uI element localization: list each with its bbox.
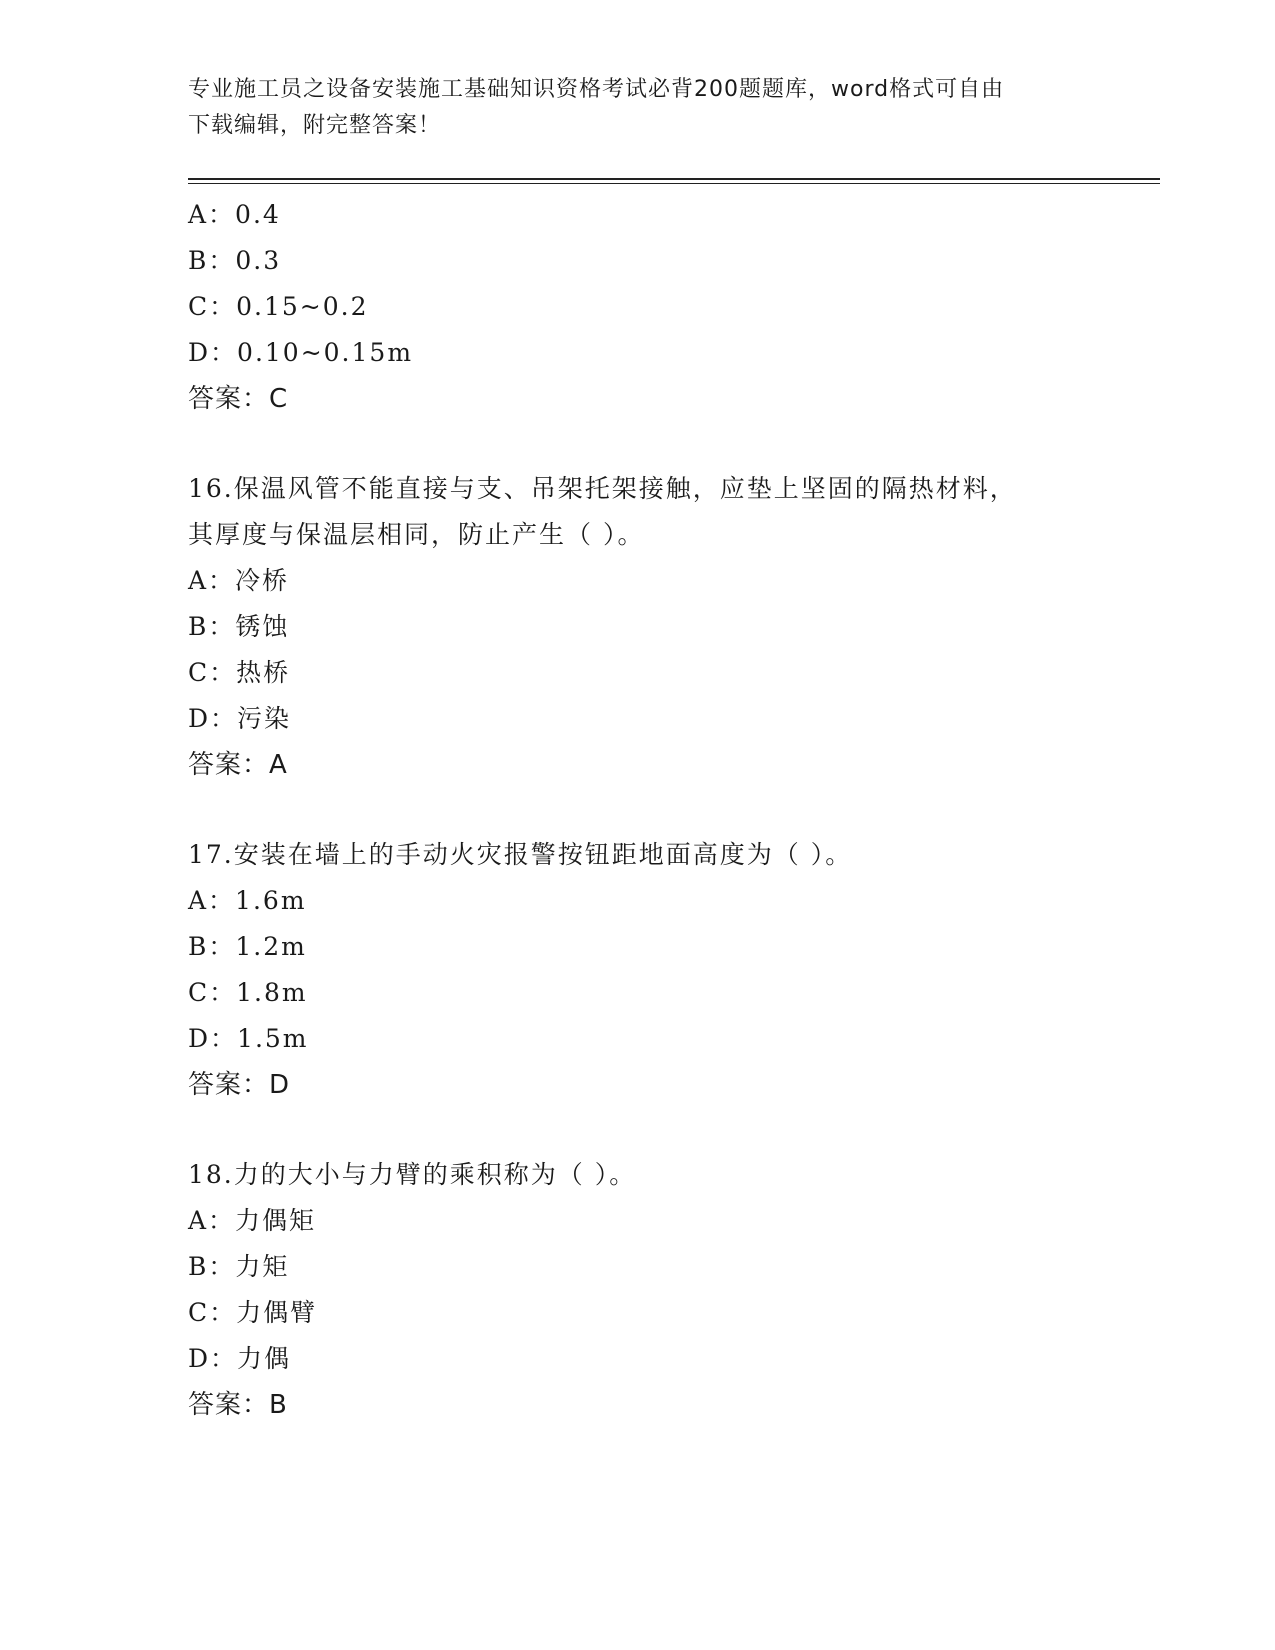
option-a: A：0.4: [188, 200, 281, 229]
answer-line: 答案：A: [188, 750, 288, 780]
spacer: [188, 788, 1088, 832]
question-18: [188, 1152, 1088, 1428]
option-d: D：1.5m: [188, 1024, 309, 1053]
option-b: B：力矩: [188, 1252, 290, 1281]
option-d: D：0.10~0.15m: [188, 338, 414, 367]
option-c: C：力偶臂: [188, 1298, 318, 1327]
question-stem: 17.安装在墙上的手动火灾报警按钮距地面高度为（ ）。: [188, 840, 853, 869]
header-line-2: 下载编辑，附完整答案！: [188, 113, 442, 138]
question-17: [188, 832, 1088, 1108]
question-list: [188, 192, 1088, 1428]
option-c: C：热桥: [188, 658, 291, 687]
option-d: D：污染: [188, 704, 292, 733]
option-b: B：锈蚀: [188, 612, 290, 641]
header-rule-thin: [188, 183, 1160, 184]
document-header: [188, 72, 1068, 144]
option-c: C：1.8m: [188, 978, 308, 1007]
option-a: A：冷桥: [188, 566, 290, 595]
header-line-1: 专业施工员之设备安装施工基础知识资格考试必背200题题库，word格式可自由: [188, 77, 1005, 102]
spacer: [188, 1108, 1088, 1152]
spacer: [188, 422, 1088, 466]
option-b: B：0.3: [188, 246, 282, 275]
question-16: [188, 466, 1088, 788]
option-d: D：力偶: [188, 1344, 292, 1373]
question-stem-continued: 其厚度与保温层相同，防止产生（ ）。: [188, 520, 645, 549]
header-rule-thick: [188, 178, 1160, 180]
question-stem: 16.保温风管不能直接与支、吊架托架接触，应垫上坚固的隔热材料，: [188, 474, 1017, 503]
option-a: A：1.6m: [188, 886, 307, 915]
answer-line: 答案：D: [188, 1070, 291, 1100]
answer-line: 答案：B: [188, 1390, 288, 1420]
answer-line: 答案：C: [188, 384, 289, 414]
prev-question-block: [188, 192, 1088, 422]
option-b: B：1.2m: [188, 932, 307, 961]
question-stem: 18.力的大小与力臂的乘积称为（ ）。: [188, 1160, 637, 1189]
option-a: A：力偶矩: [188, 1206, 317, 1235]
option-c: C：0.15~0.2: [188, 292, 369, 321]
